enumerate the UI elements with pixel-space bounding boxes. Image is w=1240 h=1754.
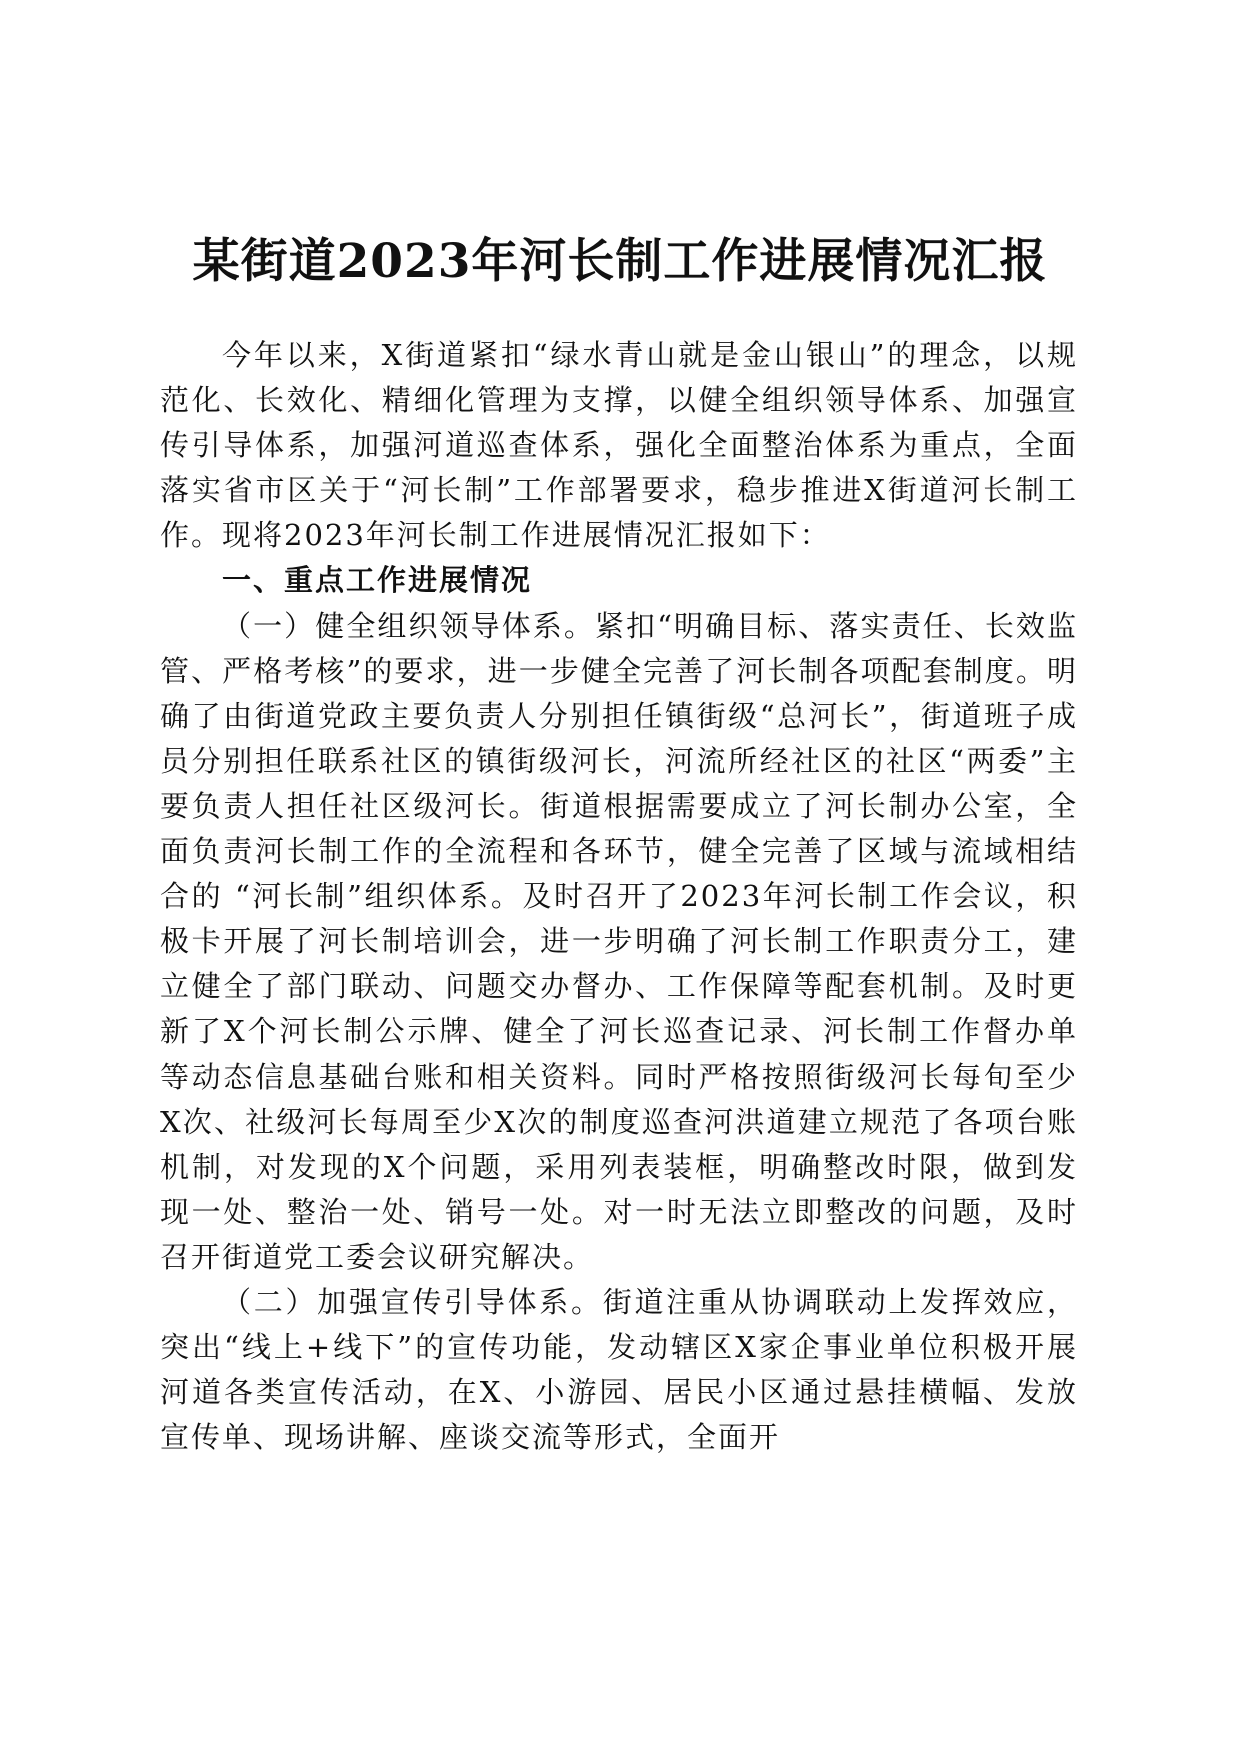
document-body — [160, 333, 1078, 1460]
subsection-2-label: （二）加强宣传引导体系。 — [222, 1284, 603, 1319]
subsection-1-label: （一）健全组织领导体系。 — [222, 608, 595, 643]
subsection-2-paragraph — [160, 1280, 1078, 1460]
document-title: 某街道2023年河长制工作进展情况汇报 — [192, 234, 1048, 289]
intro-paragraph: 今年以来，X街道紧扣“绿水青山就是金山银山”的理念，以规范化、长效化、精细化管理为支撑，以健全组织领导体系、加强宣传引导体系，加强河道巡查体系，强化全面整治体系为重点，全面落实省市区关于“河长制”工作部署要求，稳步推进X街道河长制工作。现将2023年河长制工作进展情况汇报如下： — [160, 338, 1078, 553]
subsection-1-paragraph — [160, 604, 1078, 1280]
subsection-2-text: 街道注重从协调联动上发挥效应，突出“线上+线下”的宣传功能，发动辖区X家企事业单位积极开展河道各类宣传活动，在X、小游园、居民小区通过悬挂横幅、发放宣传单、现场讲解、座谈交流等形式，全面开 — [160, 1284, 1078, 1455]
subsection-1-text: 紧扣“明确目标、落实责任、长效监管、严格考核”的要求，进一步健全完善了河长制各项配套制度。明确了由街道党政主要负责人分别担任镇街级“总河长”，街道班子成员分别担任联系社区的镇街级河长，河流所经社区的社区“两委”主要负责人担任社区级河长。街道根据需要成立了河长制办公室，全面负责河长制工作的全流程和各环节，健全完善了区域与流域相结合的 “河长制”组织体系。及时召开了2023年河长制工作会议，积极卡开展了河长制培训会，进一步明确了河长制工作职责分工，建立健全了部门联动、问题交办督办、工作保障等配套机制。及时更新了X个河长制公示牌、健全了河长巡查记录、河长制工作督办单等动态信息基础台账和相关资料。同时严格按照街级河长每旬至少X次、社级河长每周至少X次的制度巡查河洪道建立规范了各项台账机制，对发现的X个问题，采用列表装框，明确整改时限，做到发现一处、整治一处、销号一处。对一时无法立即整改的问题，及时召开街道党工委会议研究解决。 — [160, 608, 1078, 1274]
section-heading: 一、重点工作进展情况 — [222, 563, 533, 598]
